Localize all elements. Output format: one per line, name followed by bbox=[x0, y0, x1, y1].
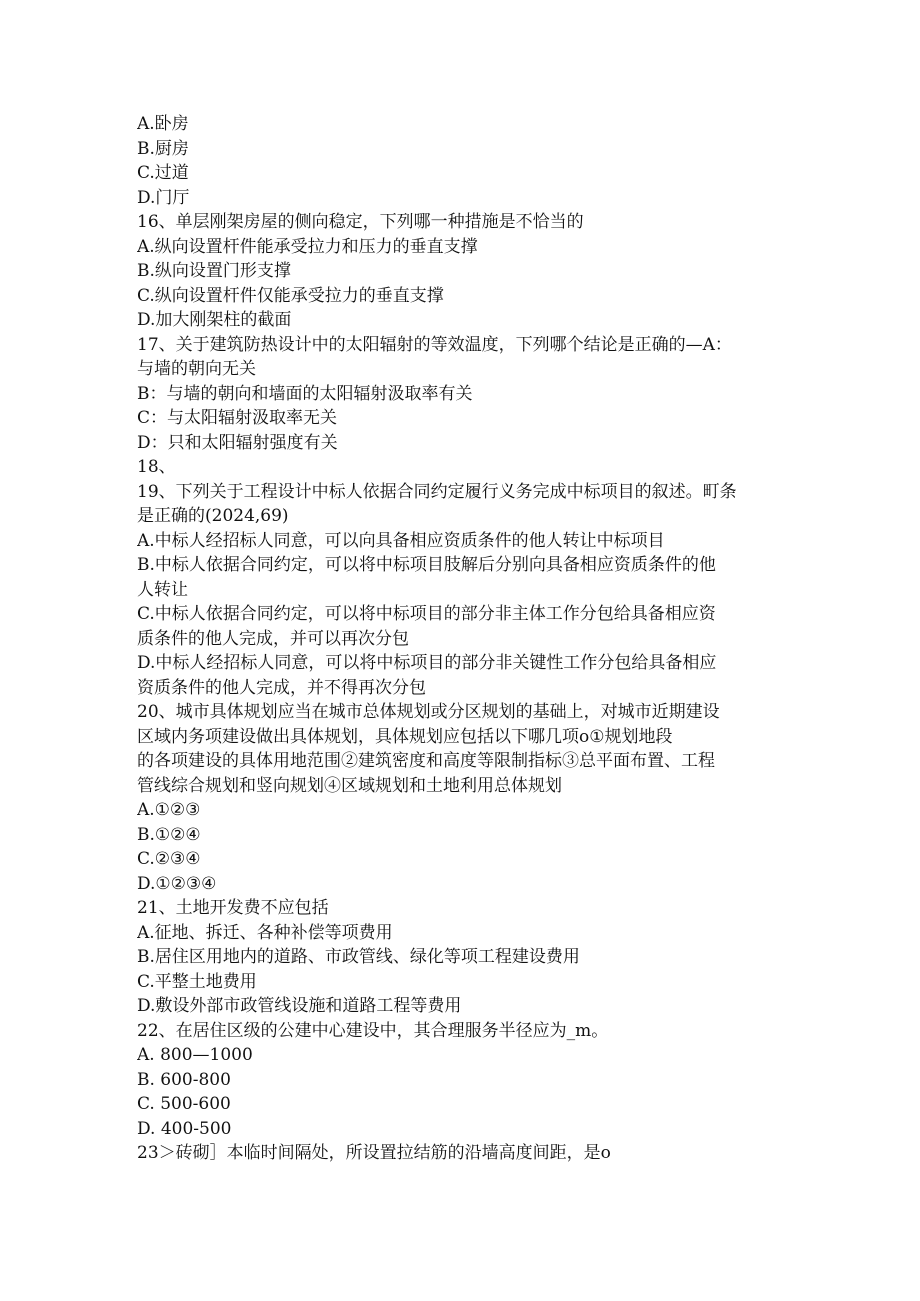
text-line: 质条件的他人完成，并可以再次分包 bbox=[137, 628, 409, 649]
text-line: 资质条件的他人完成，并不得再次分包 bbox=[137, 677, 426, 698]
text-line: 17、关于建筑防热设计中的太阳辐射的等效温度，下列哪个结论是正确的—A： bbox=[137, 334, 732, 355]
text-line: A.①②③ bbox=[137, 800, 201, 820]
text-line: 的各项建设的具体用地范围②建筑密度和高度等限制指标③总平面布置、工程 bbox=[137, 751, 715, 771]
text-line: 22、在居住区级的公建中心建设中，其合理服务半径应为_m。 bbox=[137, 1020, 609, 1041]
text-line: 与墙的朝向无关 bbox=[137, 359, 256, 379]
text-line: 是正确的(2024,69) bbox=[137, 506, 289, 526]
text-line: A. 800—1000 bbox=[137, 1045, 253, 1065]
text-line: 21、土地开发费不应包括 bbox=[137, 898, 329, 918]
text-line: 16、单层刚架房屋的侧向稳定，下列哪一种措施是不恰当的 bbox=[137, 212, 584, 232]
document-body bbox=[137, 112, 787, 1166]
text-line: C.②③④ bbox=[137, 849, 201, 869]
text-line: A.中标人经招标人同意，可以向具备相应资质条件的他人转让中标项目 bbox=[137, 530, 665, 551]
text-line: D.①②③④ bbox=[137, 873, 217, 894]
text-line: D：只和太阳辐射强度有关 bbox=[137, 432, 338, 453]
text-line: B. 600-800 bbox=[137, 1069, 231, 1090]
text-line: C.平整土地费用 bbox=[137, 971, 257, 992]
text-line: B：与墙的朝向和墙面的太阳辐射汲取率有关 bbox=[137, 383, 473, 404]
text-line: B.居住区用地内的道路、市政管线、绿化等项工程建设费用 bbox=[137, 947, 580, 967]
text-line: C：与太阳辐射汲取率无关 bbox=[137, 408, 338, 428]
text-line: C.中标人依据合同约定，可以将中标项目的部分非主体工作分包给具备相应资 bbox=[137, 604, 716, 624]
text-line: D.中标人经招标人同意，可以将中标项目的部分非关键性工作分包给具备相应 bbox=[137, 653, 717, 673]
text-line: D.门厅 bbox=[137, 187, 190, 208]
text-line: C.过道 bbox=[137, 163, 189, 183]
text-line: B.纵向设置门形支撑 bbox=[137, 261, 291, 281]
text-line: D.加大刚架柱的截面 bbox=[137, 310, 292, 330]
text-line: B.中标人依据合同约定，可以将中标项目肢解后分别向具备相应资质条件的他 bbox=[137, 555, 716, 575]
text-line: 23＞砖砌］本临时间隔处，所设置拉结筋的沿墙高度间距，是o bbox=[137, 1143, 611, 1163]
text-line: D. 400-500 bbox=[137, 1118, 232, 1139]
text-line: C. 500-600 bbox=[137, 1094, 231, 1114]
text-line: 人转让 bbox=[137, 579, 188, 600]
text-line: B.①②④ bbox=[137, 824, 201, 845]
text-line: 18、 bbox=[137, 457, 176, 477]
text-line: D.敷设外部市政管线设施和道路工程等费用 bbox=[137, 996, 462, 1016]
text-line: 20、城市具体规划应当在城市总体规划或分区规划的基础上，对城市近期建设 bbox=[137, 702, 720, 722]
text-line: A.征地、拆迁、各种补偿等项费用 bbox=[137, 922, 393, 943]
text-line: 区域内务项建设做出具体规划，具体规划应包括以下哪几项o①规划地段 bbox=[137, 726, 673, 747]
text-line: 管线综合规划和竖向规划④区域规划和土地利用总体规划 bbox=[137, 775, 562, 796]
text-line: A.卧房 bbox=[137, 114, 189, 134]
text-line: B.厨房 bbox=[137, 138, 189, 159]
text-line: A.纵向设置杆件能承受拉力和压力的垂直支撑 bbox=[137, 236, 478, 257]
text-line: 19、下列关于工程设计中标人依据合同约定履行义务完成中标项目的叙述。町条 bbox=[137, 481, 737, 502]
text-line: C.纵向设置杆件仅能承受拉力的垂直支撑 bbox=[137, 285, 444, 306]
